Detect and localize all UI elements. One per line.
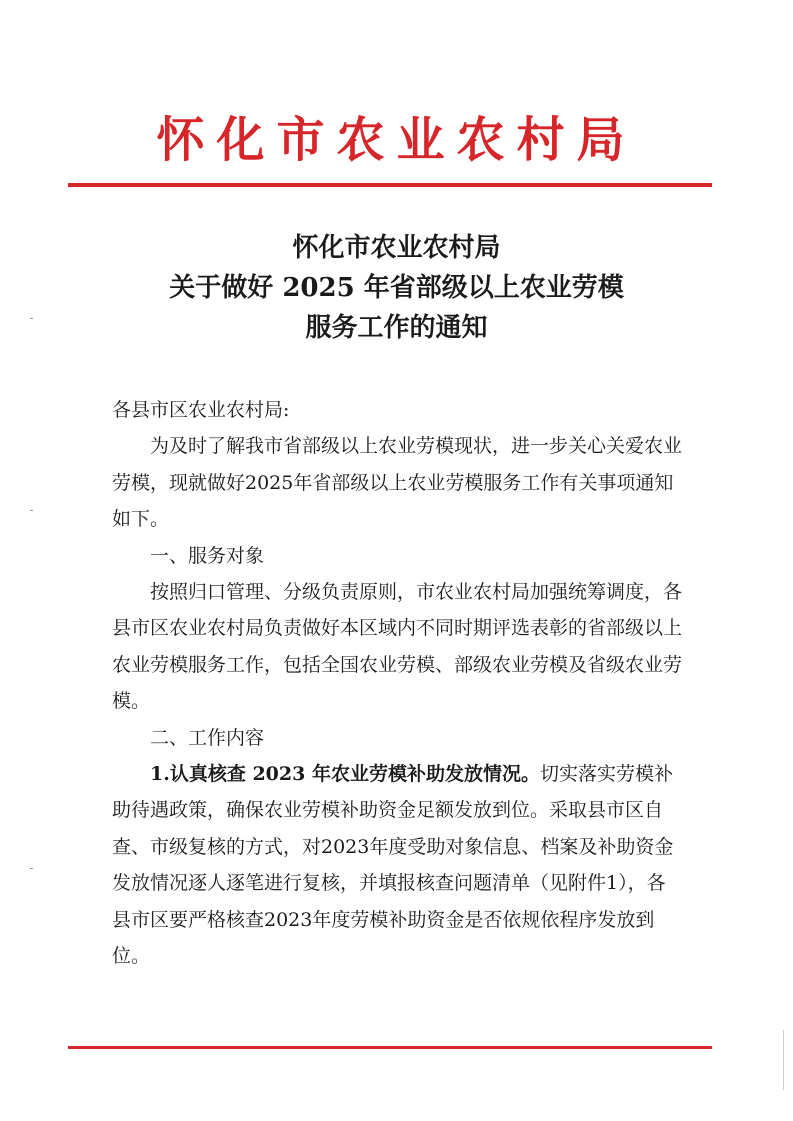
scan-artifact <box>783 1030 784 1090</box>
title-line-1: 怀化市农业农村局 <box>292 233 501 263</box>
title-line-3: 服务工作的通知 <box>305 313 488 343</box>
section-1-heading: 一、服务对象 <box>150 544 265 567</box>
item-1-lead: 1.认真核查 2023 年农业劳模补助发放情况。 <box>150 763 540 786</box>
salutation: 各县市区农业农村局: <box>112 399 290 421</box>
masthead-red-rule <box>68 183 712 187</box>
title-line-2: 关于做好 2025 年省部级以上农业劳模 <box>169 273 624 303</box>
section-2-heading: 二、工作内容 <box>150 726 265 749</box>
footer-red-rule <box>68 1046 712 1049</box>
item-1-text: 切实落实劳模补助待遇政策，确保农业劳模补助资金足额发放到位。采取县市区自查、市级复核的方式，对2023年度受助对象信息、档案及补助资金发放情况逐人逐笔进行复核，并填报核查问题清单（见附件1），各县市区要严格核查2023年度劳模补助资金是否依规依程序发放到位。 <box>112 763 674 968</box>
intro-paragraph: 为及时了解我市省部级以上农业劳模现状，进一步关心关爱农业劳模，现就做好2025年省部级以上农业劳模服务工作有关事项通知如下。 <box>112 435 683 531</box>
scan-artifact <box>30 318 33 319</box>
section-1-paragraph: 按照归口管理、分级负责原则，市农业农村局加强统筹调度，各县市区农业农村局负责做好本区域内不同时期评选表彰的省部级以上农业劳模服务工作，包括全国农业劳模、部级农业劳模及省级农业劳模。 <box>112 581 683 713</box>
scan-artifact <box>30 510 33 511</box>
masthead-title: 怀化市农业农村局 <box>156 112 637 168</box>
document-body <box>112 392 682 975</box>
item-1-paragraph <box>112 756 682 974</box>
document-title <box>0 228 793 348</box>
scan-artifact <box>30 868 33 869</box>
